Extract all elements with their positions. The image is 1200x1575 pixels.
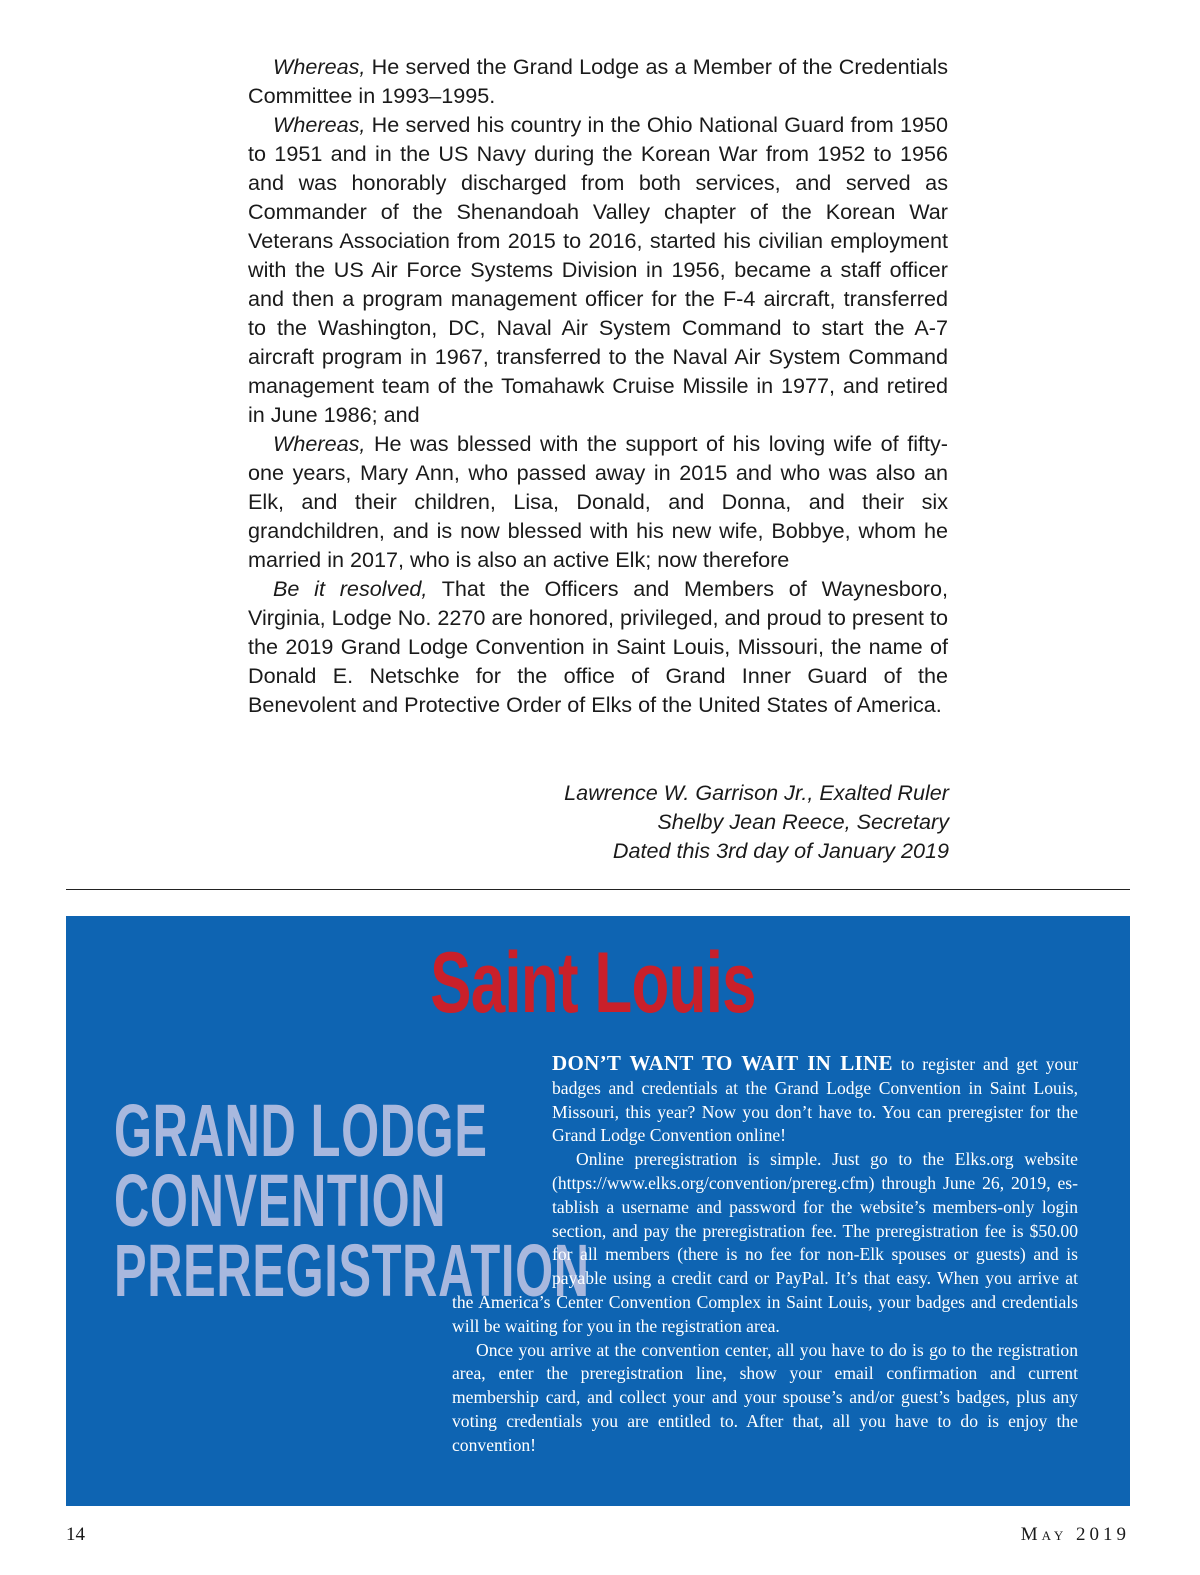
signature-block	[500, 778, 949, 865]
text-wrap-spacer	[452, 1123, 552, 1289]
signature-secretary: Shelby Jean Reece, Secretary	[657, 809, 949, 834]
info-lead: DON’T WANT TO WAIT IN LINE	[552, 1051, 893, 1075]
paragraph-body: He served his country in the Ohio National Guard from 1950 to 1951 and in the US Navy during the Korean War from 1952 to 1956 and was honorably discharged from both services, and served as Commander of the Shenandoah Valley chapter of the Korean War Veterans Association from 2015 to 2016, started his civilian employment with the US Air Force Systems Division in 1956, became a staff officer and then a program management officer for the F-4 aircraft, transferred to the Washington, DC, Naval Air System Command to start the A-7 aircraft program in 1967, transferred to the Naval Air System Command management team of the Tomahawk Cruise Missile in 1977, and retired in June 1986; and	[248, 112, 948, 427]
whereas-lead: Whereas,	[273, 54, 366, 79]
paragraph-body: That the Officers and Members of Waynesboro, Virginia, Lodge No. 2270 are honored, privileged, and proud to present to the 2019 Grand Lodge Convention in Saint Louis, Missouri, the name of Donald E. Netschke for the office of Grand Inner Guard of the Benevolent and Protective Order of Elks of the United States of America.	[248, 576, 948, 717]
whereas-lead: Whereas,	[273, 112, 366, 137]
resolution-paragraph	[248, 574, 948, 719]
preregistration-info	[452, 1052, 1078, 1458]
resolved-lead: Be it resolved,	[273, 576, 428, 601]
info-paragraph: Online preregistration is simple. Just go to the Elks.org website (https://www.elks.org/convention/prereg.cfm) through June 26, 2019, establish a username and password for the website’s members-only login section, and pay the preregistration fee. The preregistration fee is $50.00 for all members (there is no fee for non-Elk spouses or guests) and is payable using a credit card or PayPal. It’s that easy. When you arrive at the America’s Center Convention Complex in Saint Louis, your badges and credentials will be waiting for you in the registration area.	[452, 1149, 1078, 1336]
headline-line: PREREGISTRATION	[114, 1229, 590, 1312]
paragraph-body: He served the Grand Lodge as a Member of the Credentials Committee in 1993–1995.	[248, 54, 948, 108]
resolution-paragraph	[248, 110, 948, 429]
resolution-text	[248, 52, 948, 719]
paragraph-body: He was blessed with the support of his loving wife of fifty-one years, Mary Ann, who passed away in 2015 and who was also an Elk, and their children, Lisa, Donald, and Donna, and their six grandchildren, and is now blessed with his new wife, Bobbye, whom he married in 2017, who is also an active Elk; now therefore	[248, 431, 948, 572]
preregistration-panel	[66, 916, 1130, 1506]
section-divider	[66, 889, 1130, 890]
signature-date: Dated this 3rd day of January 2019	[612, 838, 949, 863]
issue-date: May 2019	[1020, 1524, 1130, 1545]
info-text: to register and get your badges and credentials at the Grand Lodge Convention in Saint Louis, Missouri, this year? Now you don’t have to. You can preregister for the Grand Lodge Convention online!	[552, 1054, 1078, 1146]
signature-exalted-ruler: Lawrence W. Garrison Jr., Exalted Ruler	[564, 780, 949, 805]
resolution-paragraph	[248, 52, 948, 110]
whereas-lead: Whereas,	[273, 431, 366, 456]
city-title: Saint Louis	[430, 935, 756, 1031]
headline-line: GRAND LODGE	[114, 1089, 488, 1172]
headline-line: CONVENTION	[114, 1159, 447, 1242]
info-paragraph: Once you arrive at the convention center, all you have to do is go to the registration area, enter the preregistration line, show your email confirmation and current membership card, and collect your and your spouse’s and/or guest’s badges, plus any voting credentials you are entitled to. After that, all you have to do is enjoy the convention!	[452, 1339, 1078, 1455]
resolution-paragraph	[248, 429, 948, 574]
page-number: 14	[66, 1524, 85, 1545]
